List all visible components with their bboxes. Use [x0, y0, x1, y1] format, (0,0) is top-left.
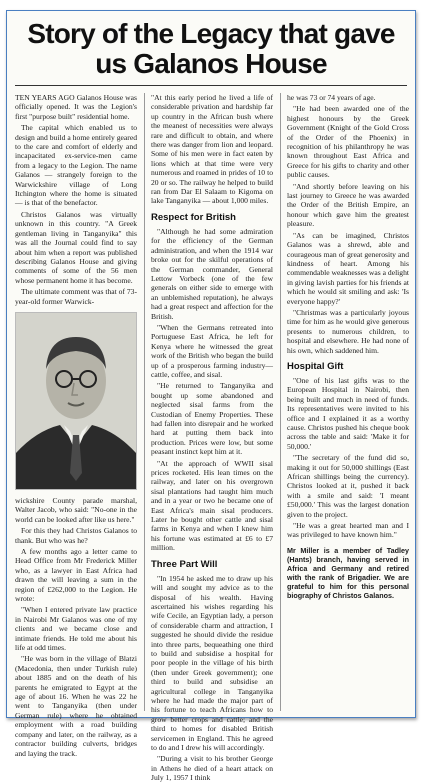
article-paragraph: "And shortly before leaving on his last journey to Greece he was awarded the Order of the British Empire, an honour which gave him the greatest pleasure.: [287, 181, 409, 229]
article-paragraph: TEN YEARS AGO Galanos House was officially opened. It was the Legion's first "purpose built" residential home.: [15, 93, 137, 121]
article-paragraph: "He had been awarded one of the highest honours by the Greek Government (Knight of the Gold Cross of the Order of the Phoenix) in recognition of his philanthropy he was known throughout East Africa and Greece for his gifts to charity and other public causes.: [287, 104, 409, 180]
column-divider: [144, 93, 145, 711]
article-headline: Story of the Legacy that gave us Galanos House: [27, 18, 395, 79]
column-3: [287, 93, 409, 711]
article-paragraph: The ultimate comment was that of 73-year-old former Warwick-: [15, 287, 137, 306]
column-2: [151, 93, 273, 783]
subheading-three-part-will: Three Part Will: [151, 558, 218, 570]
article-paragraph: For this they had Christos Galanos to thank. But who was he?: [15, 526, 137, 545]
subheading-hospital-gift: Hospital Gift: [287, 360, 344, 372]
article-paragraph: The capital which enabled us to design and build a home entirely geared to the care and comfort of elderly and incapacitated ex-service-men came from a legacy to the Legion. The name Galanos — strangely foreign to the Warwickshire village of Long Itchington where the home is situated — is that of the benefactor.: [15, 123, 137, 208]
subheading-respect-for-british: Respect for British: [151, 211, 236, 223]
article-paragraph: Christos Galanos was virtually unknown in this country. "A Greek gentleman living in Tanganyika" this was all the Journal could find to say about him when a report was published describing Galanos House and giving comments of some of the 56 men whose permanent home it has become.: [15, 209, 137, 285]
article-paragraph: "Christmas was a particularly joyous time for him as he would give generous presents to numerous children, to hospital and elsewhere. He had none of his own, which saddened him.: [287, 307, 409, 355]
article-paragraph: "He was a great hearted man and I was privileged to have known him.": [287, 521, 409, 540]
article-paragraph: "During a visit to his brother George in Athens he died of a heart attack on July 1, 1957 I think: [151, 754, 273, 783]
article-paragraph: "He was born in the village of Blatzi (Macedonia, then under Turkish rule) about 1885 and on the death of his parents he emigrated to Egypt at the age of about 16. When he was 22 he went to Tanganyika (then under German rule) where he obtained employment with a road building company and later, on the railway, as a contractor building culverts, bridges and laying the track.: [15, 654, 137, 758]
article-paragraph: "At the approach of WWII sisal prices rocketed. His lean times on the railway, and later on his overgrown sisal plantations had taught him much and in a year or two he became one of East Africa's main sisal producers. Later he bought other cattle and sisal farms in Kenya and when I knew him his fortune was estimated at £6 to £7 million.: [151, 458, 273, 553]
article-paragraph: wickshire County parade marshal, Walter Jacob, who said: "No-one in the world can be looked after like us here.": [15, 495, 137, 524]
article-paragraph: "When the Germans retreated into Portuguese East Africa, he left for Kenya where he witnessed the great work of the British who began the build up of a prosperous farming industry—cattle, coffee, and sisal.: [151, 322, 273, 379]
article-paragraph: "One of his last gifts was to the European Hospital in Nairobi, then being built and much in need of funds. Its representatives were invited to his office and I explained it as a worthy cause. Christos pushed his cheque book across the table and said: 'Make it for 50,000.': [287, 375, 409, 451]
article-paragraph: "The secretary of the fund did so, making it out for 50,000 shillings (East African shillings being the currency). Christos looked at it, pushed it back with a smile and said: 'I meant £50,000.' This was the largest donation given to the project.: [287, 453, 409, 519]
portrait-icon: [16, 313, 136, 489]
article-paragraph: "In 1954 he asked me to draw up his will and sought my advice as to the disposal of his wealth. Having ascertained his wishes regarding his wife Cecile, an Egyptian lady, a person of considerable charm and attraction, I suggested he should divide the residue into three parts, bequeathing one third to build and subsidise a hospital for poor people in the village of his birth (then under Greek government); one third to build and subsidise an agricultural college in Tanganyika where he had made the major part of his fortune to teach Africans how to grow better crops and cattle; and the third to homes for disabled British servicemen in England. This he agreed to do and I drew his will accordingly.: [151, 573, 273, 752]
article-paragraph: A few months ago a letter came to Head Office from Mr Frederick Miller who, as a lawyer in East Africa had drawn the will leaving a sum in the region of £262,000 to the Legion. He wrote:: [15, 546, 137, 603]
article-columns: [15, 93, 409, 783]
article-paragraph: "Although he had some admiration for the efficiency of the German administration, and when the 1914 war broke out for the skilful operations of the German commander, General Lettow Vorbeck (one of the few generals on either side to emerge with an unblemished reputation), he always had a great respect and affection for the British.: [151, 226, 273, 321]
article-paragraph: "At this early period he lived a life of considerable privation and hardship far up country in the African bush where the meanest of necessities were always rare and difficult to obtain, and where there was danger from lion and leopard. Some of his men were in fact eaten by lions which at that time were very numerous and roamed in prides of 10 to 20 or so. The railway he helped to build ran from Dar El Salaam to Kigoma on lake Tanganyika — about 1,000 miles.: [151, 93, 273, 206]
headline-rule: [15, 85, 407, 86]
article-paragraph: "He returned to Tanganyika and bought up some abandoned and neglected sisal farms from the Custodian of Enemy Properties. These had fallen into disrepair and he worked hard at putting them back into production. Prices were low, but some peasant instinct kept him at it.: [151, 381, 273, 457]
portrait-photo: [15, 312, 137, 490]
article-paragraph: "When I entered private law practice in Nairobi Mr Galanos was one of my clients and we became close and intimate friends. He told me about his life at odd times.: [15, 605, 137, 653]
column-divider: [280, 93, 281, 711]
article-paragraph: he was 73 or 74 years of age.: [287, 93, 376, 102]
column-1: [15, 93, 137, 758]
author-bio: Mr Miller is a member of Tadley (Hants) branch, having served in Africa and Germany and retired with the rank of Brigadier. We are grateful to him for this personal biography of Christos Galanos.: [287, 545, 409, 600]
article-paragraph: "As can be imagined, Christos Galanos was a shrewd, able and courageous man of great generosity and kindness of heart. Among his commendable weaknesses was a delight in giving lavish parties for his friends at which he would sit smiling and ask: 'Is everyone happy?': [287, 230, 409, 306]
article-frame: [6, 10, 416, 783]
